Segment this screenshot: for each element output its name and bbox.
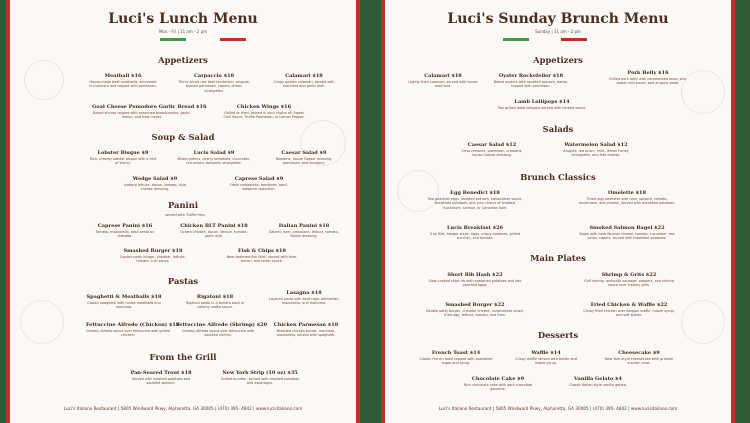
item-description: Tomato, mozzarella, basil pesto on ciabatta. (95, 230, 155, 239)
item-name: Caprese Salad $9 (234, 176, 284, 182)
menu-item (126, 370, 196, 386)
lunch-footer-contact: Luci's Italiano Restaurant | 5805 Windward Pkwy, Alpharetta, GA 30005 | (470) 395- 4842 | www.lucisitaliano.com (63, 406, 303, 411)
item-name: Calamari $18 (285, 73, 323, 79)
item-name: Meatball $16 (104, 73, 142, 79)
menu-item (268, 290, 340, 306)
item-description: Grilled chicken, bacon, lettuce, tomato, garlic aioli. (180, 230, 248, 239)
item-name: French Toast $14 (431, 350, 481, 356)
menu-item (86, 322, 180, 338)
menu-item (180, 294, 250, 310)
item-name: Smashed Burger $22 (445, 302, 505, 308)
item-description: Double patty burger, cheddar cheese, caramelized onion, fried egg, lettuce, tomato, and fries. (426, 309, 524, 318)
item-name: Cheesecake $9 (618, 350, 660, 356)
section-heading-soup-salad: Soup & Salad (151, 132, 215, 142)
menu-item (92, 104, 207, 120)
menu-item (176, 150, 252, 166)
item-name: Chicken BLT Panini $18 (180, 223, 248, 229)
item-description: House-made beef meatballs, simmered in marinara and topped with parmesan. (89, 80, 157, 89)
menu-item (457, 142, 527, 158)
item-description: Rich chocolate cake with dark chocolate ganache. (463, 383, 533, 392)
item-name: Italian Panini $18 (278, 223, 330, 229)
italian-flag-green-bar (503, 38, 529, 41)
item-name: Short Rib Hash $22 (447, 272, 503, 278)
item-name: Fish & Chips $18 (238, 248, 286, 254)
brunch-footer-contact: Luci's Italiano Restaurant | 5805 Windward Pkwy, Alpharetta, GA 30005 | (470) 395- 4842 | www.lucisitaliano.com (438, 406, 678, 411)
item-description: Grilled pork belly with caramelized onion jam, sweet chili sauce, and arugula salad. (609, 77, 687, 86)
food-doodle-decoration (20, 300, 64, 344)
italian-flag-green-bar (160, 38, 186, 41)
item-description: Romaine, house Caesar dressing, parmesan, and croutons. (275, 157, 333, 166)
item-name: Lucis Salad $9 (193, 150, 235, 156)
section-heading-pastas: Pastas (167, 276, 199, 286)
lunch-menu-title: Luci's Lunch Menu (108, 11, 258, 27)
item-description: Mixed greens, cherry tomatoes, cucumber, red onions, balsamic vinaigrette. (177, 157, 251, 166)
item-name: Pan-Seared Trout $18 (130, 370, 192, 376)
section-note: served with Truffle fries (165, 213, 205, 217)
item-description: New York-style cheesecake with graham cracker crust. (604, 357, 674, 366)
menu-item (511, 350, 581, 366)
item-name: Pork Belly $16 (627, 70, 669, 76)
section-heading-main-plates: Main Plates (530, 253, 586, 263)
item-description: Creamy Alfredo sauce over fettuccine with grilled chicken. (86, 329, 171, 338)
item-description: Arugula, red onion, mint, lemon honey vinaigrette, and feta cheese. (563, 149, 629, 158)
menu-item (88, 150, 158, 166)
item-description: Classic spaghetti with house meatballs and marinara. (87, 301, 161, 310)
item-name: Calamari $18 (424, 73, 462, 79)
item-name: Omelette $18 (608, 190, 646, 196)
item-description: Salami, ham, provolone, lettuce, tomato, Italian dressing. (269, 230, 339, 239)
menu-item (114, 248, 192, 264)
item-description: Lightly fried calamari, served with house marinara. (408, 80, 478, 89)
item-name: Wedge Salad $9 (132, 176, 178, 182)
menu-item (268, 150, 340, 166)
item-description: Crisp romaine, parmesan, croutons, house Caesar dressing. (461, 149, 523, 158)
item-description: Slow-cooked short rib with seasoned potatoes and two poached eggs. (428, 279, 522, 288)
menu-item (176, 322, 268, 338)
item-description: Baked oysters with sautéed spinach, bacon, topped with parmesan. (493, 80, 569, 89)
item-description: Three-egg omelette with ham, spinach, tomato, mushroom, and cheese. Served with breakfast potatoes. (578, 197, 676, 206)
item-description: Breaded chicken breast, marinara, mozzarella, served with spaghetti. (276, 329, 336, 338)
item-description: Two poached eggs, sautéed spinach, hollandaise sauce, breakfast potatoes, and your choice of smoked mushroom, salmon, or Canadian ham. (427, 197, 523, 210)
item-name: Fried Chicken & Waffle $22 (590, 302, 668, 308)
item-name: Waffle $14 (531, 350, 561, 356)
item-name: New York Strip (10 oz) $35 (222, 370, 298, 376)
menu-item (220, 370, 300, 386)
menu-item (607, 70, 689, 86)
section-heading-appetizers: Appetizers (533, 55, 583, 65)
panini-note (130, 212, 240, 217)
brunch-hours: Sunday | 11 am - 2 pm (535, 29, 581, 34)
item-description: Layered pasta with beef ragu, béchamel, mozzarella, and marinara. (269, 297, 339, 306)
lunch-menu-page (6, 0, 360, 423)
item-description: Iceberg lettuce, bacon, tomato, blue cheese dressing. (124, 183, 186, 192)
item-name: Lucis Breakfast $26 (446, 225, 504, 231)
italian-flag-red-bar (561, 38, 587, 41)
menu-item (90, 223, 160, 239)
item-name: Caprese Panini $16 (97, 223, 153, 229)
section-heading-salads: Salads (542, 124, 574, 134)
section-heading-brunch-classics: Brunch Classics (520, 172, 596, 182)
item-description: Grilled to order, served with mashed potatoes and asparagus. (220, 377, 300, 386)
menu-item (268, 322, 344, 338)
item-description: Gulf shrimp, andouille sausage, peppers, and shrimp sauce over creamy grits. (584, 279, 674, 288)
item-name: Spaghetti & Meatballs $18 (86, 294, 162, 300)
italian-flag-red-bar (220, 38, 246, 41)
item-description: Grilled or fried, tossed in your choice of: Sweet Chili Sauce, Truffle Parmesan, or Lemon Pepper. (223, 111, 305, 120)
menu-item (425, 272, 525, 288)
item-name: Watermelon Salad $12 (564, 142, 628, 148)
item-description: Classic Italian-style vanilla gelato. (569, 383, 627, 387)
menu-item (178, 73, 250, 93)
item-description: Rich, creamy lobster bisque with a hint of sherry. (89, 157, 157, 166)
item-name: Smoked Salmon Bagel $22 (589, 225, 665, 231)
item-name: Chocolate Cake $9 (471, 376, 525, 382)
menu-item (222, 104, 306, 120)
menu-item (581, 272, 677, 288)
menu-item (493, 73, 569, 89)
menu-item (581, 302, 677, 318)
menu-item (561, 376, 635, 387)
item-description: 4 oz filet, hanger steak, eggs, crispy potatoes, grilled zucchini, and tomato. (429, 232, 521, 241)
item-description: Creamy Alfredo sauce over fettuccine with sautéed shrimp. (181, 329, 255, 338)
section-heading-panini: Panini (167, 200, 199, 210)
menu-item (224, 248, 300, 264)
menu-item (425, 225, 525, 241)
item-name: Lasagna $18 (286, 290, 322, 296)
item-name: Chicken Wings $16 (236, 104, 292, 110)
item-description: Crispy fried chicken over Belgian waffle, maple syrup, and soft butter. (583, 309, 675, 318)
item-name: Egg Benedict $18 (450, 190, 500, 196)
item-description: Beer-battered fish fillet, served with fries, lemon, and tartar sauce. (226, 255, 298, 264)
item-name: Fettuccine Alfredo (Chicken) $18 (86, 322, 180, 328)
menu-item (268, 223, 340, 239)
item-description: Fresh mozzarella, tomatoes, basil, balsamic reduction. (230, 183, 288, 192)
lunch-hours: Mon - Fri | 11 am - 2 pm (158, 29, 208, 34)
item-name: Caesar Salad $12 (467, 142, 517, 148)
menu-item (120, 176, 190, 192)
item-description: Bagel with herb Boursin cheese, tomato, cucumber, red onion, capers, served with breakfast potatoes. (579, 232, 675, 241)
section-heading-desserts: Desserts (537, 330, 579, 340)
brunch-menu-page (381, 0, 735, 423)
menu-item (425, 302, 525, 318)
item-name: Lamb Lollipops $14 (514, 99, 570, 105)
menu-item (178, 223, 250, 239)
item-name: Smashed Burger $18 (123, 248, 183, 254)
food-doodle-decoration (24, 60, 64, 100)
item-name: Rigatoni $18 (196, 294, 234, 300)
item-name: Oyster Rockefeller $18 (498, 73, 564, 79)
item-name: Fettuccine Alfredo (Shrimp) $20 (176, 322, 268, 328)
item-name: Vanilla Gelato $4 (574, 376, 622, 382)
menu-item (557, 142, 635, 158)
menu-item (577, 190, 677, 206)
menu-item (268, 73, 340, 89)
item-description: Thinly sliced raw beef tenderloin, arugula, shaved parmesan, capers, lemon vinaigrette. (178, 80, 250, 93)
menu-item (425, 190, 525, 210)
item-name: Shrimp & Grits $22 (601, 272, 657, 278)
item-description: Double patty burger, cheddar, lettuce, tomato, Luci sauce. (120, 255, 186, 264)
menu-item (419, 350, 493, 366)
item-description: Crispy waffle served with butter and maple syrup. (515, 357, 577, 366)
brunch-menu-title: Luci's Sunday Brunch Menu (447, 11, 669, 27)
item-name: Goat Cheese Pomodoro Garlic Bread $16 (92, 104, 207, 110)
item-name: Carpaccio $18 (193, 73, 235, 79)
item-description: Served with mashed potatoes and sautéed spinach. (131, 377, 191, 386)
menu-item (497, 99, 587, 110)
menu-item (88, 73, 158, 89)
section-heading-from-the-grill: From the Grill (149, 352, 217, 362)
menu-item (577, 225, 677, 241)
item-description: Baked shrimp topped with seasoned breadcrumbs, garlic, lemon, and fresh herbs. (93, 111, 191, 120)
item-description: Rigatoni pasta in a tomato basil or creamy vodka sauce. (185, 301, 245, 310)
menu-item (86, 294, 162, 310)
item-description: Crispy golden calamari, served with marinara and garlic aioli. (273, 80, 335, 89)
item-name: Caesar Salad $9 (281, 150, 327, 156)
section-heading-appetizers: Appetizers (158, 55, 208, 65)
menu-item (601, 350, 677, 366)
menu-item (224, 176, 294, 192)
item-description: Classic French toast topped with powdered sugar and syrup. (419, 357, 493, 366)
item-name: Chicken Parmesan $18 (273, 322, 339, 328)
menu-item (407, 73, 479, 89)
menu-item (459, 376, 537, 392)
item-name: Lobster Bisque $9 (97, 150, 149, 156)
item-description: Two grilled lamb lollipops served with herbed sauce. (497, 106, 587, 110)
